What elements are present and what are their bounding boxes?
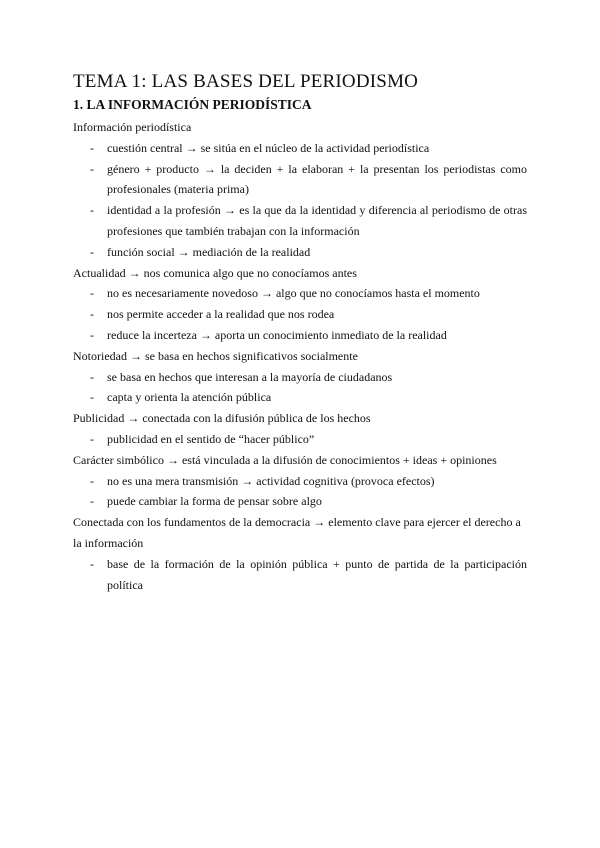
list-item: [73, 367, 527, 388]
list-item-text: no es necesariamente novedoso → algo que no conocíamos hasta el momento: [107, 286, 480, 301]
dash-bullet: -: [90, 390, 94, 405]
paragraph: Carácter simbólico → está vinculada a la difusión de conocimientos + ideas + opiniones: [73, 452, 497, 467]
dash-bullet: -: [90, 286, 94, 301]
paragraph: Publicidad → conectada con la difusión pública de los hechos: [73, 411, 371, 426]
dash-bullet: -: [90, 203, 94, 218]
dash-bullet: -: [90, 307, 94, 322]
dash-bullet: -: [90, 327, 94, 342]
paragraph: Información periodística: [73, 120, 192, 134]
document-body: [73, 117, 527, 595]
list-item: [73, 325, 527, 346]
dash-bullet: -: [90, 161, 94, 176]
list-item-text: cuestión central → se sitúa en el núcleo de la actividad periodística: [107, 140, 430, 155]
section-heading: 1. LA INFORMACIÓN PERIODÍSTICA: [73, 97, 312, 112]
list-item: [73, 554, 527, 596]
list-item: [73, 200, 527, 242]
list-item: [73, 242, 527, 263]
bullet-list: [73, 367, 527, 409]
list-item-text: identidad a la profesión → es la que da la identidad y diferencia al periodismo de otras profesiones que también trabajan con la información: [107, 203, 527, 238]
list-item: [73, 304, 527, 325]
bullet-list: [73, 283, 527, 345]
paragraph: Actualidad → nos comunica algo que no conocíamos antes: [73, 265, 357, 280]
dash-bullet: -: [90, 140, 94, 155]
dash-bullet: -: [90, 244, 94, 259]
dash-bullet: -: [90, 369, 94, 384]
list-item: [73, 471, 527, 492]
list-item-text: no es una mera transmisión → actividad cognitiva (provoca efectos): [107, 473, 435, 488]
list-item: [73, 283, 527, 304]
dash-bullet: -: [90, 494, 94, 509]
bullet-list: [73, 138, 527, 263]
list-item-text: se basa en hechos que interesan a la mayoría de ciudadanos: [107, 369, 393, 384]
paragraph: Conectada con los fundamentos de la democracia → elemento clave para ejercer el derecho a la información: [73, 515, 521, 550]
list-item-text: nos permite acceder a la realidad que nos rodea: [107, 307, 335, 322]
list-item-text: publicidad en el sentido de “hacer público”: [107, 431, 315, 446]
list-item: [73, 491, 527, 512]
dash-bullet: -: [90, 473, 94, 488]
list-item-text: género + producto → la deciden + la elaboran + la presentan los periodistas como profesionales (materia prima): [107, 161, 527, 197]
page-title: TEMA 1: LAS BASES DEL PERIODISMO: [73, 71, 419, 92]
list-item: [73, 159, 527, 201]
bullet-list: [73, 429, 527, 450]
dash-bullet: -: [90, 431, 94, 446]
list-item: [73, 387, 527, 408]
list-item-text: reduce la incerteza → aporta un conocimiento inmediato de la realidad: [107, 327, 447, 342]
paragraph: Notoriedad → se basa en hechos significativos socialmente: [73, 348, 358, 363]
list-item-text: base de la formación de la opinión pública + punto de partida de la participación política: [107, 556, 527, 592]
bullet-list: [73, 554, 527, 596]
list-item-text: puede cambiar la forma de pensar sobre algo: [107, 494, 322, 509]
list-item-text: capta y orienta la atención pública: [107, 390, 272, 405]
list-item: [73, 138, 527, 159]
bullet-list: [73, 471, 527, 513]
dash-bullet: -: [90, 556, 94, 571]
list-item-text: función social → mediación de la realidad: [107, 244, 311, 259]
list-item: [73, 429, 527, 450]
